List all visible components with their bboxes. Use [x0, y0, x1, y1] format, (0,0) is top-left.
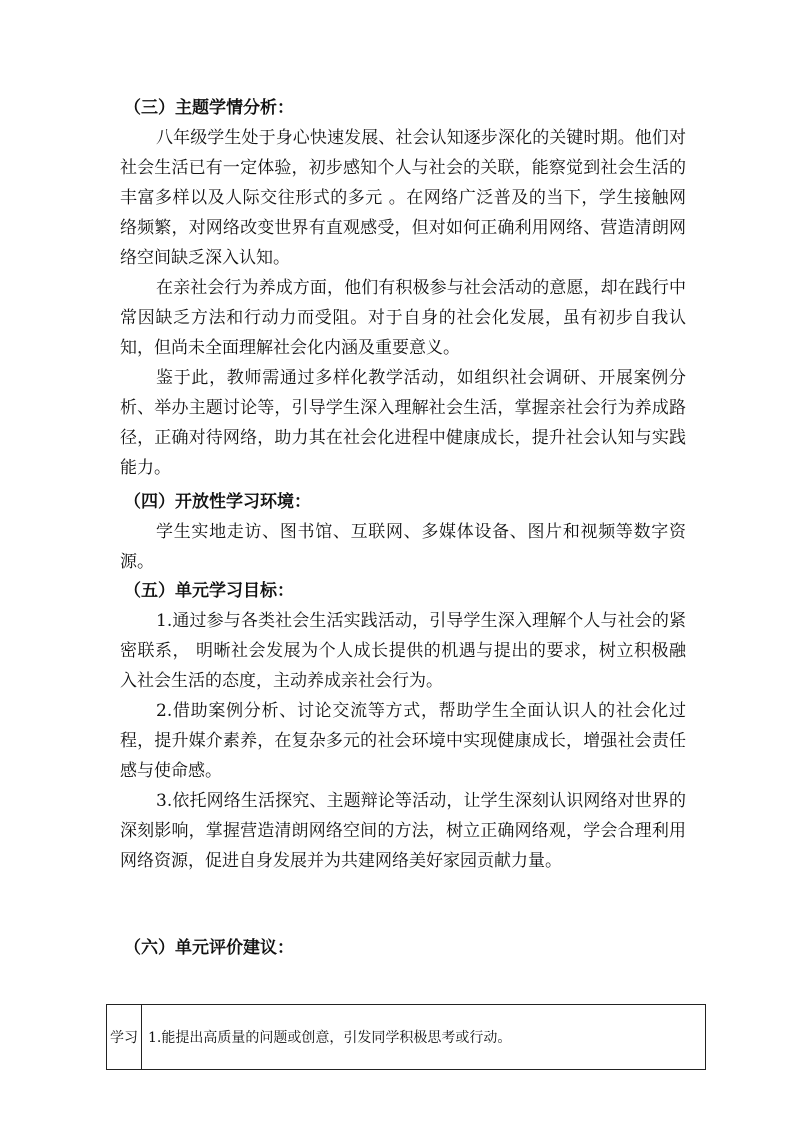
- paragraph-learning-environment: 学生实地走访、图书馆、互联网、多媒体设备、图片和视频等数字资源。: [120, 522, 686, 572]
- evaluation-table: [106, 1004, 706, 1070]
- section-heading-3: （三）主题学情分析：: [124, 98, 294, 118]
- section-heading-5: （五）单元学习目标：: [124, 581, 294, 601]
- paragraph-objective-1: 1.通过参与各类社会生活实践活动，引导学生深入理解个人与社会的紧密联系， 明晰社会发展为个人成长提供的机遇与提出的要求，树立积极融入社会生活的态度，主动养成亲社会行为。: [120, 611, 686, 691]
- section-heading-4: （四）开放性学习环境：: [124, 492, 311, 512]
- paragraph-learner-analysis-1: 八年级学生处于身心快速发展、社会认知逐步深化的关键时期。他们对社会生活已有一定体验，初步感知个人与社会的关联，能察觉到社会生活的丰富多样以及人际交往形式的多元 。在网络广泛普及的当下，学生接触网络频繁，对网络改变世界有直观感受，但对如何正确利用网络、营造清朗网络空间缺乏深入认知。: [120, 128, 686, 268]
- table-category-cell: 学习: [107, 1005, 142, 1070]
- paragraph-objective-2: 2.借助案例分析、讨论交流等方式，帮助学生全面认识人的社会化过程，提升媒介素养，在复杂多元的社会环境中实现健康成长，增强社会责任感与使命感。: [120, 701, 686, 781]
- table-content-cell: 1.能提出高质量的问题或创意，引发同学积极思考或行动。: [142, 1005, 706, 1070]
- section-heading-6: （六）单元评价建议：: [124, 938, 294, 958]
- paragraph-learner-analysis-3: 鉴于此，教师需通过多样化教学活动，如组织社会调研、开展案例分析、举办主题讨论等，引导学生深入理解社会生活，掌握亲社会行为养成路径，正确对待网络，助力其在社会化进程中健康成长，提升社会认知与实践能力。: [120, 368, 686, 478]
- paragraph-objective-3: 3.依托网络生活探究、主题辩论等活动，让学生深刻认识网络对世界的深刻影响，掌握营造清朗网络空间的方法，树立正确网络观，学会合理利用网络资源，促进自身发展并为共建网络美好家园贡献力量。: [120, 791, 686, 871]
- table-row: [107, 1005, 706, 1070]
- paragraph-learner-analysis-2: 在亲社会行为养成方面，他们有积极参与社会活动的意愿，却在践行中常因缺乏方法和行动力而受阻。对于自身的社会化发展，虽有初步自我认知，但尚未全面理解社会化内涵及重要意义。: [120, 278, 686, 358]
